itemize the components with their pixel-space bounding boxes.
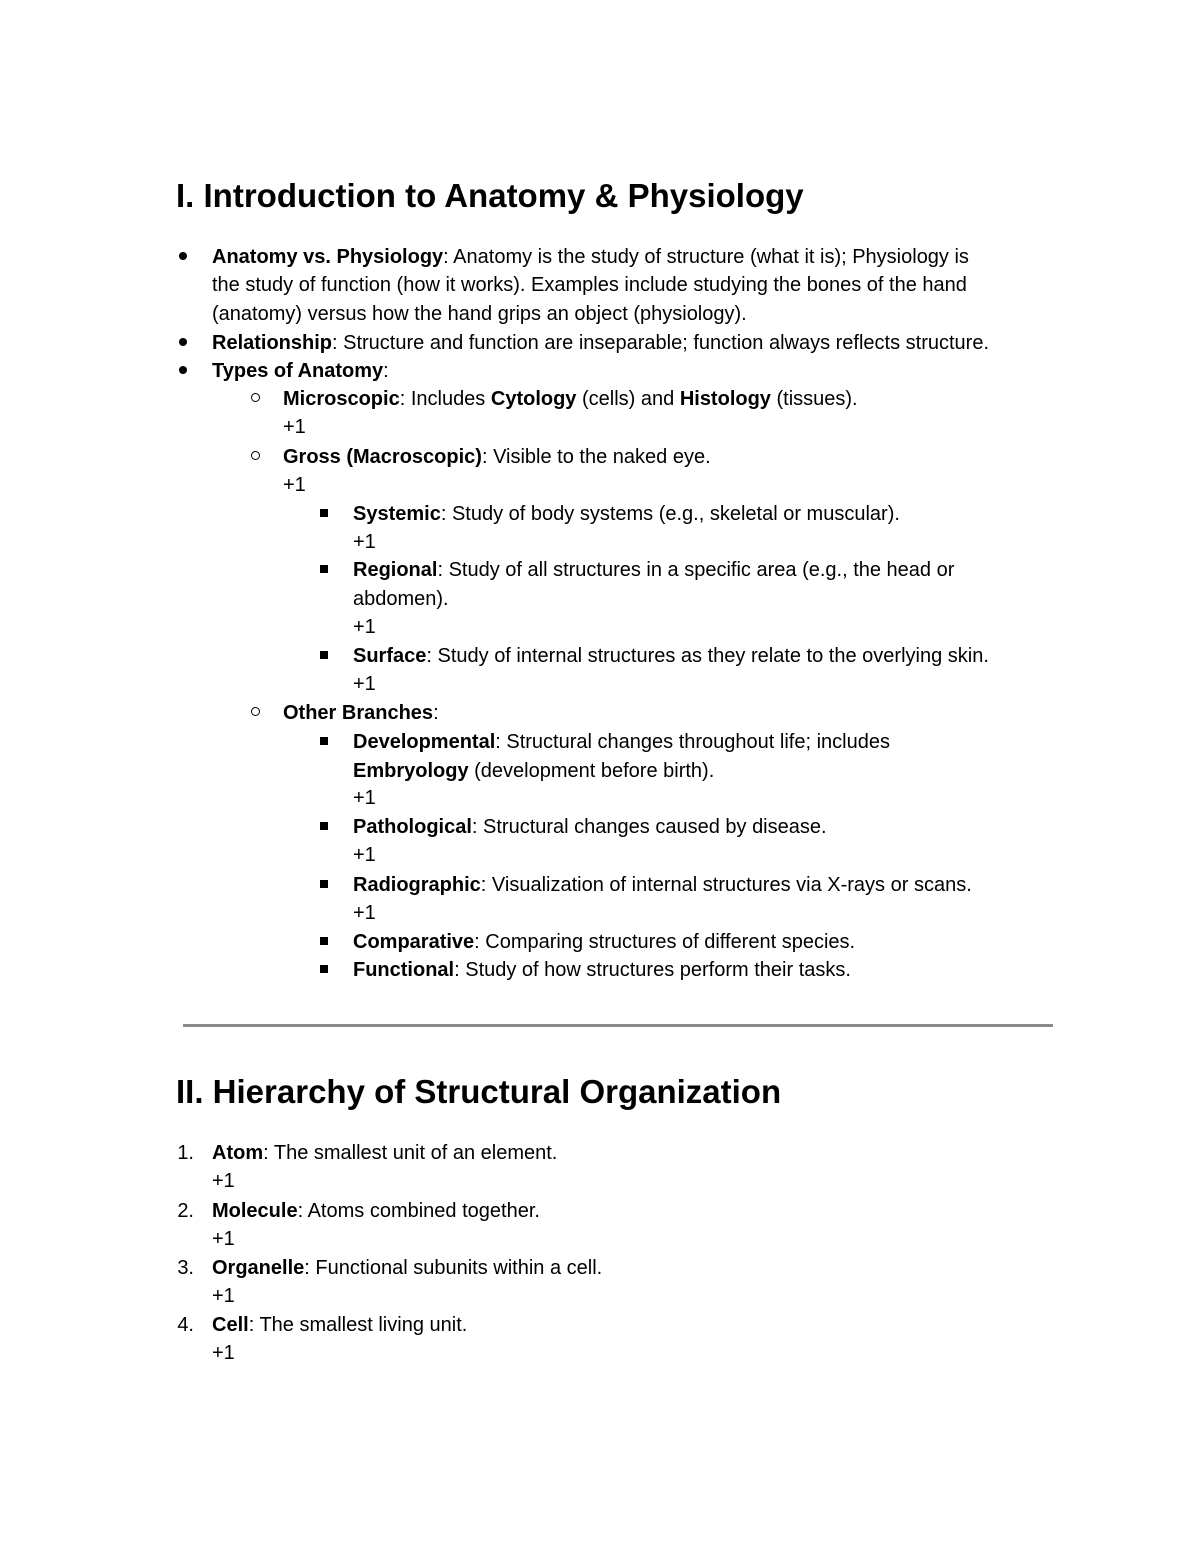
plus-one: +1: [353, 902, 376, 924]
term-cytology: Cytology: [490, 388, 577, 410]
list-number: 1.: [177, 1142, 194, 1164]
anatomy-vs-physiology-line-3: (anatomy) versus how the hand grips an object (physiology).: [212, 303, 747, 325]
bullet-square: [314, 556, 334, 584]
term-embryology: Embryology: [353, 760, 469, 782]
term-surface: Surface: [353, 645, 427, 667]
developmental-line-2: Embryology (development before birth).: [353, 760, 715, 782]
bullet-square: [314, 813, 334, 841]
relationship-line: Relationship: Structure and function are inseparable; function always reflects structure.: [212, 332, 990, 354]
surface-line: Surface: Study of internal structures as they relate to the overlying skin.: [353, 645, 989, 667]
list-item-cell: Cell: The smallest living unit.: [212, 1314, 468, 1336]
bullet-square: [314, 642, 334, 670]
term-microscopic: Microscopic: [283, 388, 400, 410]
types-of-anatomy-line: Types of Anatomy:: [212, 360, 389, 382]
list-item-organelle: Organelle: Functional subunits within a cell.: [212, 1257, 603, 1279]
term-regional: Regional: [353, 559, 438, 581]
list-number: 2.: [177, 1200, 194, 1222]
plus-one: +1: [212, 1285, 235, 1307]
radiographic-line: Radiographic: Visualization of internal structures via X-rays or scans.: [353, 874, 972, 896]
bullet-circle: [245, 443, 265, 471]
plus-one: +1: [353, 616, 376, 638]
list-item-atom: Atom: The smallest unit of an element.: [212, 1142, 558, 1164]
term-radiographic: Radiographic: [353, 874, 481, 896]
term-anatomy-vs-physiology: Anatomy vs. Physiology: [212, 246, 444, 268]
regional-line-1: Regional: Study of all structures in a specific area (e.g., the head or: [353, 559, 955, 581]
term-types-of-anatomy: Types of Anatomy: [212, 360, 384, 382]
anatomy-vs-physiology-line-1: Anatomy vs. Physiology: Anatomy is the study of structure (what it is); Physiology is: [212, 246, 969, 268]
regional-line-2: abdomen).: [353, 588, 449, 610]
bullet-square: [314, 956, 334, 984]
bullet-circle: [245, 385, 265, 413]
bullet-square: [314, 500, 334, 528]
term-functional: Functional: [353, 959, 455, 981]
term-developmental: Developmental: [353, 731, 496, 753]
term-cell: Cell: [212, 1314, 249, 1336]
plus-one: +1: [353, 673, 376, 695]
other-branches-line: Other Branches:: [283, 702, 439, 724]
term-other-branches: Other Branches: [283, 702, 434, 724]
plus-one: +1: [212, 1342, 235, 1364]
plus-one: +1: [283, 474, 306, 496]
systemic-line: Systemic: Study of body systems (e.g., skeletal or muscular).: [353, 503, 900, 525]
list-number: 4.: [177, 1314, 194, 1336]
plus-one: +1: [212, 1170, 235, 1192]
term-systemic: Systemic: [353, 503, 441, 525]
pathological-line: Pathological: Structural changes caused by disease.: [353, 816, 827, 838]
term-comparative: Comparative: [353, 931, 475, 953]
list-item-molecule: Molecule: Atoms combined together.: [212, 1200, 540, 1222]
term-atom: Atom: [212, 1142, 264, 1164]
term-histology: Histology: [679, 388, 771, 410]
bullet-disc: [173, 357, 193, 385]
bullet-disc: [173, 243, 193, 271]
anatomy-vs-physiology-line-2: the study of function (how it works). Examples include studying the bones of the hand: [212, 274, 967, 296]
bullet-circle: [245, 699, 265, 727]
plus-one: +1: [353, 787, 376, 809]
plus-one: +1: [353, 844, 376, 866]
gross-line: Gross (Macroscopic): Visible to the naked eye.: [283, 446, 711, 468]
term-gross: Gross (Macroscopic): [283, 446, 482, 468]
section-2-title: II. Hierarchy of Structural Organization: [176, 1073, 782, 1110]
plus-one: +1: [283, 416, 306, 438]
term-organelle: Organelle: [212, 1257, 305, 1279]
plus-one: +1: [353, 531, 376, 553]
developmental-line-1: Developmental: Structural changes throughout life; includes: [353, 731, 890, 753]
plus-one: +1: [212, 1228, 235, 1250]
bullet-square: [314, 928, 334, 956]
term-relationship: Relationship: [212, 332, 333, 354]
term-molecule: Molecule: [212, 1200, 298, 1222]
bullet-disc: [173, 329, 193, 357]
bullet-square: [314, 871, 334, 899]
comparative-line: Comparative: Comparing structures of different species.: [353, 931, 856, 953]
term-pathological: Pathological: [353, 816, 472, 838]
functional-line: Functional: Study of how structures perform their tasks.: [353, 959, 851, 981]
list-number: 3.: [177, 1257, 194, 1279]
section-1-title: I. Introduction to Anatomy & Physiology: [176, 177, 804, 214]
horizontal-divider: [183, 1024, 1053, 1027]
microscopic-line: Microscopic: Includes Cytology (cells) and Histology (tissues).: [283, 388, 858, 410]
bullet-square: [314, 728, 334, 756]
